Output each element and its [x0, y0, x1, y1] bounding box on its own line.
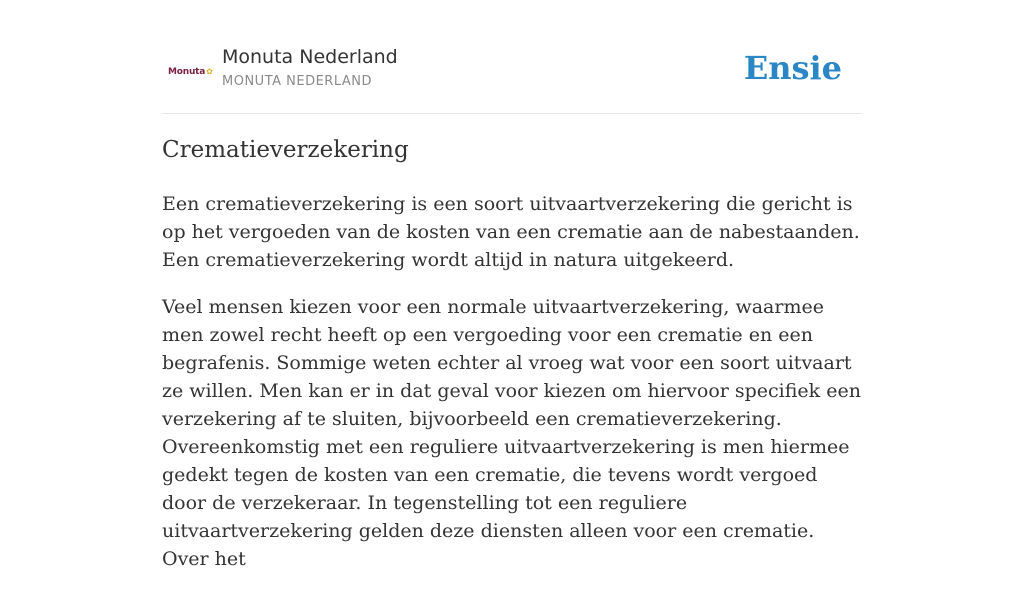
monuta-logo[interactable] — [168, 64, 213, 80]
logo-wordmark: Monuta — [168, 67, 206, 77]
article-paragraph: Veel mensen kiezen voor een normale uitvaartverzekering, waarmee men zowel recht heeft op een vergoeding voor een crematie en een begrafenis. Sommige weten echter al vroeg wat voor een soort uitvaart ze willen. Men kan er in dat geval voor kiezen om hiervoor specifiek een verzekering af te sluiten, bijvoorbeeld een crematieverzekering. Overeenkomstig met een reguliere uitvaartverzekering is men hiermee gedekt tegen de kosten van een crematie, die tevens wordt vergoed door de verzekeraar. In tegenstelling tot een reguliere uitvaartverzekering gelden deze diensten alleen voor een crematie. Over het — [162, 296, 861, 570]
flower-icon: ✿ — [206, 66, 213, 76]
org-name[interactable]: Monuta Nederland — [222, 46, 398, 68]
ensie-logo[interactable]: Ensie — [743, 49, 842, 87]
org-subtitle: MONUTA NEDERLAND — [222, 74, 373, 89]
header — [162, 38, 862, 114]
article-paragraph: Een crematieverzekering is een soort uitvaartverzekering die gericht is op het vergoeden van de kosten van een crematie aan de nabestaanden. Een crematieverzekering wordt altijd in natura uitgekeerd. — [162, 193, 860, 271]
article-body — [162, 190, 862, 592]
article-title: Crematieverzekering — [162, 137, 409, 163]
